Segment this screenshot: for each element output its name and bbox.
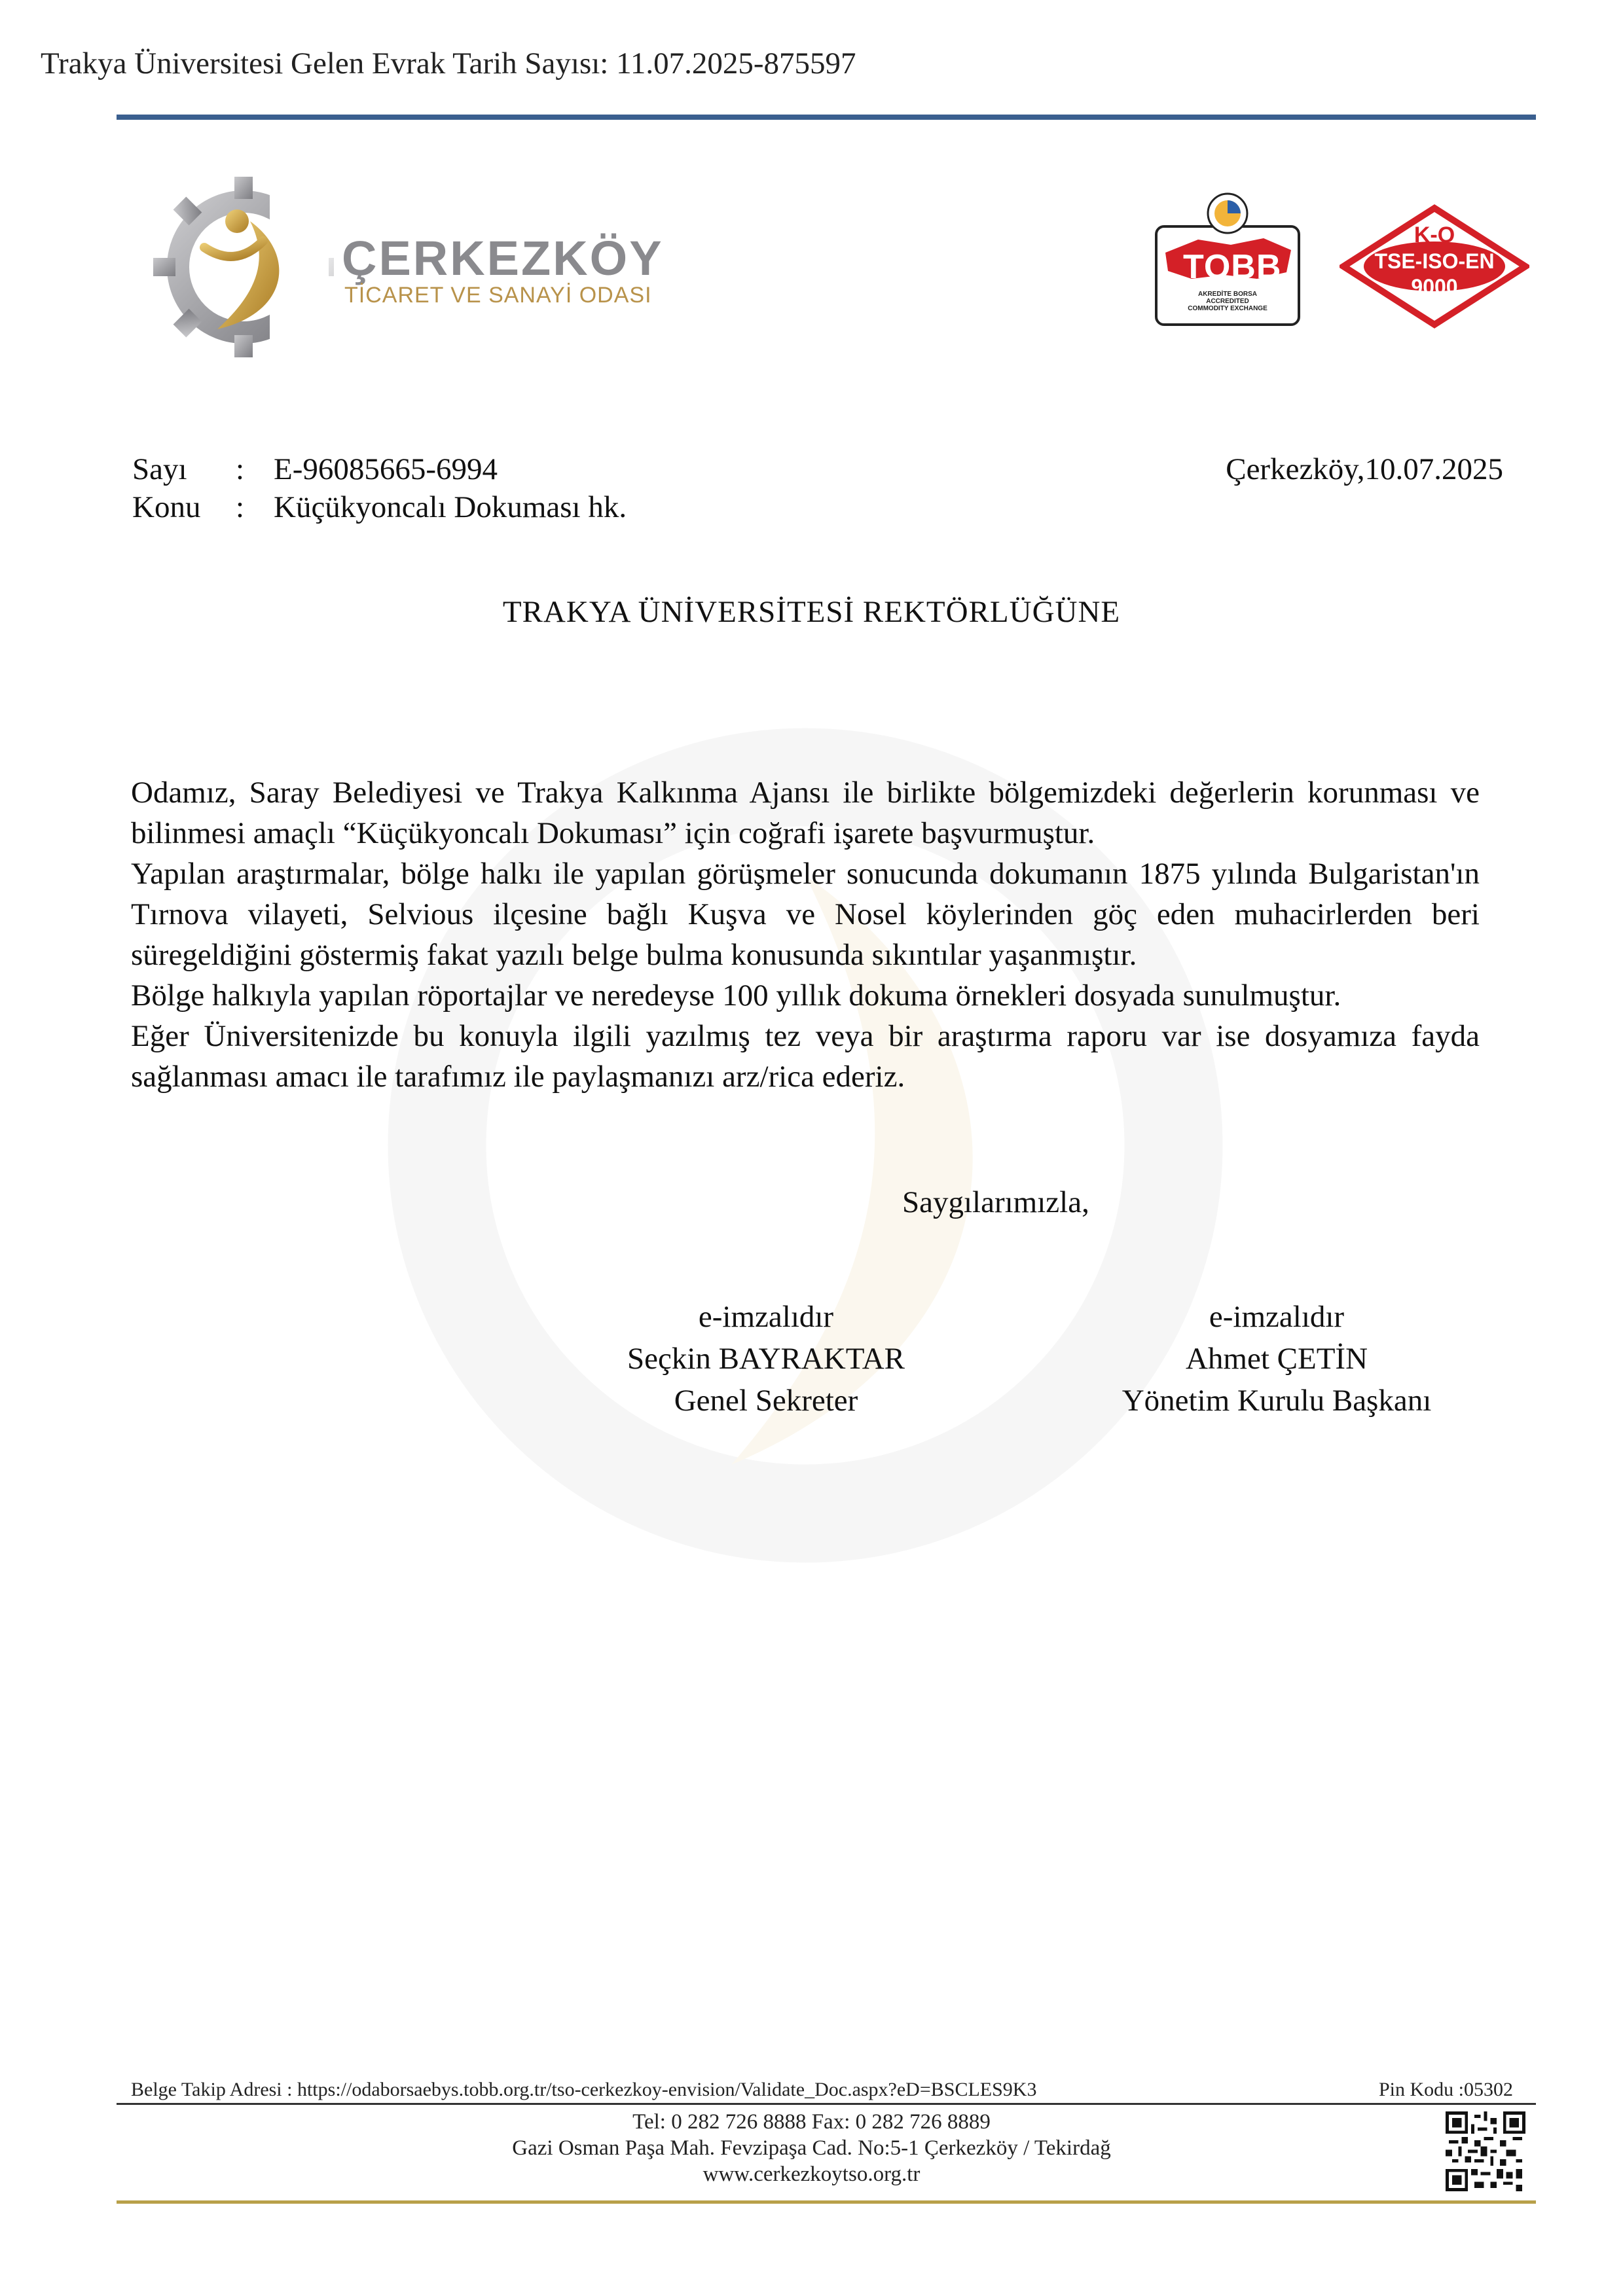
tse-logo-kq: K-Q xyxy=(1413,223,1455,247)
tobb-logo-text: TOBB xyxy=(1183,248,1282,286)
sayi-label: Sayı xyxy=(132,452,187,486)
letter-body xyxy=(131,772,1480,1097)
tobb-logo-subtitle: AKREDİTE BORSA ACCREDITED COMMODITY EXCHANGE xyxy=(1188,291,1267,312)
header-rule xyxy=(117,115,1536,120)
footer-contact-phone: Tel: 0 282 726 8888 Fax: 0 282 726 8889 xyxy=(632,2110,991,2134)
signature-block-president xyxy=(1067,1296,1486,1422)
incoming-document-stamp: Trakya Üniversitesi Gelen Evrak Tarih Sayısı: 11.07.2025-875597 xyxy=(41,46,856,81)
signatory-name: Seçkin BAYRAKTAR xyxy=(627,1342,905,1376)
document-number: E-96085665-6994 xyxy=(274,452,498,486)
place-and-date: Çerkezköy,10.07.2025 xyxy=(1226,452,1503,486)
signatory-name: Ahmet ÇETİN xyxy=(1185,1342,1368,1376)
footer-gold-rule xyxy=(117,2200,1536,2204)
body-paragraph: Bölge halkıyla yapılan röportajlar ve neredeyse 100 yıllık dokuma örnekleri dosyada sunulmuştur. xyxy=(131,978,1341,1013)
body-paragraph: Yapılan araştırmalar, bölge halkı ile yapılan görüşmeler sonucunda dokumanın 1875 yılında Bulgaristan'ın Tırnova vilayeti, Selvious ilçesine bağlı Kuşva ve Nosel köylerinden göç eden muhacirlerden beri süregeldiğini göstermiş fakat yazılı belge bulma konusunda sıkıntılar yaşanmıştır. xyxy=(131,857,1480,972)
signatory-title: Yönetim Kurulu Başkanı xyxy=(1122,1384,1432,1418)
tse-logo-number: 9000 xyxy=(1411,275,1458,298)
sayi-separator: : xyxy=(236,452,245,486)
body-paragraph: Eğer Üniversitenizde bu konuyla ilgili yazılmış tez veya bir araştırma raporu var ise dosyamıza fayda sağlanması amacı ile tarafımız ile paylaşmanızı arz/rica ederiz. xyxy=(131,1019,1480,1094)
konu-label: Konu xyxy=(132,490,201,524)
signature-block-secretary xyxy=(576,1296,956,1422)
body-paragraph: Odamız, Saray Belediyesi ve Trakya Kalkınma Ajansı ile birlikte bölgemizdeki değerlerin korunması ve bilinmesi amaçlı “Küçükyoncalı Dokuması” için coğrafi işarete başvurmuştur. xyxy=(131,776,1480,850)
tse-logo-standard: TSE-ISO-EN xyxy=(1374,249,1495,273)
qr-code xyxy=(1446,2111,1525,2191)
addressee: TRAKYA ÜNİVERSİTESİ REKTÖRLÜĞÜNE xyxy=(502,595,1121,629)
footer-rule xyxy=(117,2103,1536,2105)
brand-name: ÇERKEZKÖY xyxy=(342,231,664,285)
footer-contact-address: Gazi Osman Paşa Mah. Fevzipaşa Cad. No:5-1 Çerkezköy / Tekirdağ xyxy=(512,2136,1111,2160)
signatory-title: Genel Sekreter xyxy=(674,1384,858,1418)
signature-status: e-imzalıdır xyxy=(1209,1300,1345,1334)
document-tracking-address: Belge Takip Adresi : https://odaborsaebys.tobb.org.tr/tso-cerkezkoy-envision/Validate_Doc.aspx?eD=BSCLES9K3 xyxy=(131,2079,1037,2100)
footer-website: www.cerkezkoytso.org.tr xyxy=(702,2162,921,2186)
signature-status: e-imzalıdır xyxy=(698,1300,834,1334)
pin-code: Pin Kodu :05302 xyxy=(1378,2079,1513,2100)
brand-subtitle: TİCARET VE SANAYİ ODASI xyxy=(344,283,652,308)
konu-separator: : xyxy=(236,490,245,524)
subject: Küçükyoncalı Dokuması hk. xyxy=(274,490,627,524)
closing-salutation: Saygılarımızla, xyxy=(902,1185,1089,1219)
